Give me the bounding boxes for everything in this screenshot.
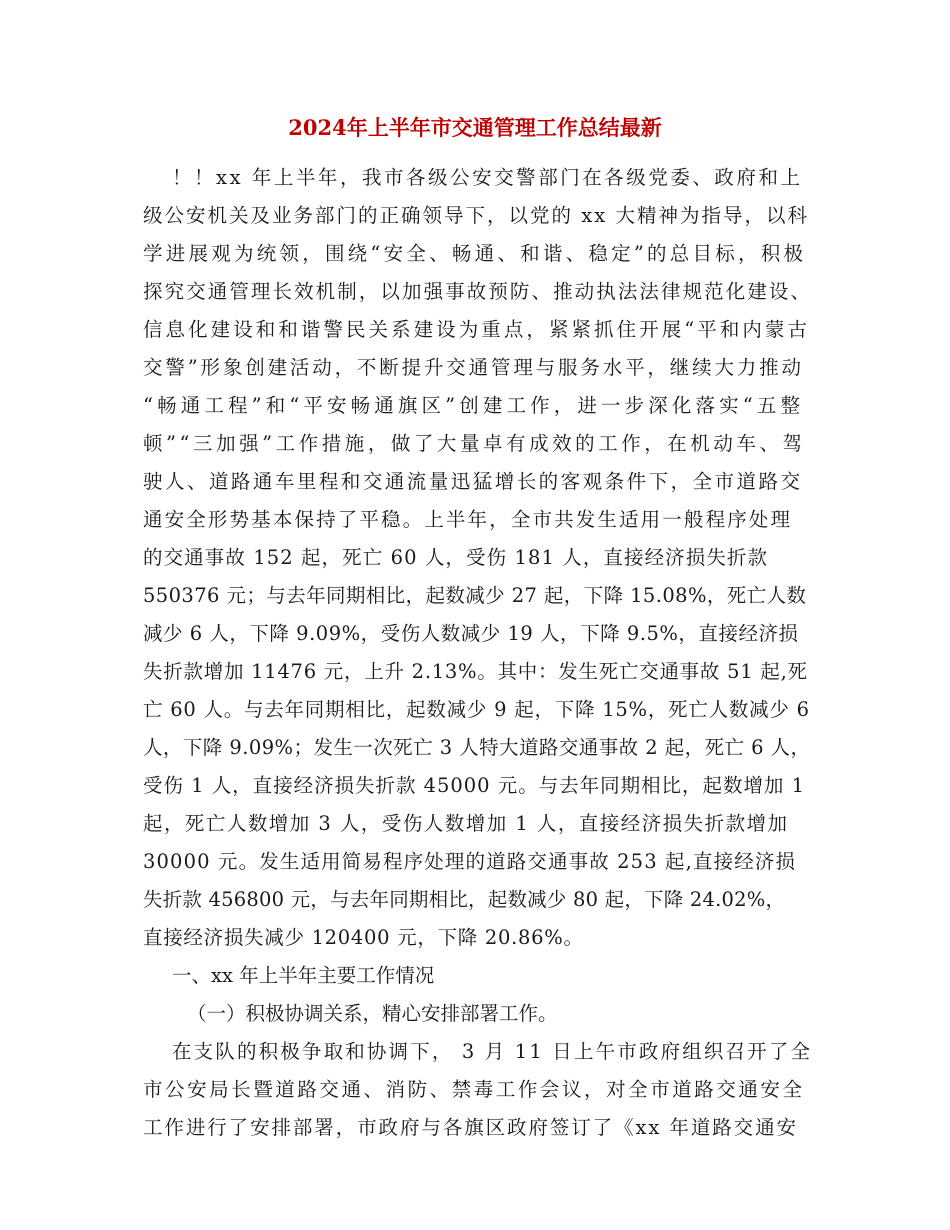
paragraph-line: [143, 280, 950, 304]
paragraph-line-text: 减少 6 人，下降 9.09%，受伤人数减少 19 人，下降 9.5%，直接经济损: [143, 622, 799, 645]
paragraph-line: [172, 964, 950, 988]
paragraph-line-text: 通安全形势基本保持了平稳。上半年，全市共发生适用一般程序处理: [143, 508, 793, 531]
paragraph-line: [172, 166, 950, 190]
paragraph-line: [143, 546, 950, 570]
document-title: 2024年上半年市交通管理工作总结最新: [288, 115, 662, 140]
paragraph-line: [143, 1116, 950, 1140]
paragraph-line-text: 亡 60 人。与去年同期相比，起数减少 9 起，下降 15%，死亡人数减少 6: [143, 698, 810, 721]
paragraph-line: [172, 1040, 950, 1064]
paragraph-line-text: 30000 元。发生适用简易程序处理的道路交通事故 253 起,直接经济损: [143, 850, 797, 873]
paragraph-line: [143, 812, 950, 836]
paragraph-line: [143, 204, 950, 228]
paragraph-line: [143, 356, 950, 380]
paragraph-line: [143, 622, 950, 646]
paragraph-line: [143, 584, 950, 608]
paragraph-line-text: 学进展观为统领，围绕“安全、畅通、和谐、稳定”的总目标，积极: [143, 242, 807, 265]
paragraph-line-text: 起，死亡人数增加 3 人，受伤人数增加 1 人，直接经济损失折款增加: [143, 812, 789, 835]
paragraph-line-text: 受伤 1 人，直接经济损失折款 45000 元。与去年同期相比，起数增加 1: [143, 774, 805, 797]
paragraph-line-text: 失折款增加 11476 元，上升 2.13%。其中：发生死亡交通事故 51 起,死: [143, 660, 808, 683]
paragraph-line-text: 的交通事故 152 起，死亡 60 人，受伤 181 人，直接经济损失折款: [143, 546, 769, 569]
paragraph-line-text: 失折款 456800 元，与去年同期相比，起数减少 80 起，下降 24.02%，: [143, 888, 786, 911]
paragraph-line-text: 550376 元；与去年同期相比，起数减少 27 起，下降 15.08%，死亡人数: [143, 584, 807, 607]
paragraph-line-text: 探究交通管理长效机制，以加强事故预防、推动执法法律规范化建设、: [143, 280, 813, 303]
paragraph-line-text: 一、xx 年上半年主要工作情况: [172, 964, 435, 987]
paragraph-line-text: 顿”“三加强”工作措施，做了大量卓有成效的工作，在机动车、驾: [143, 432, 806, 455]
paragraph-line: [143, 242, 950, 266]
paragraph-line-text: 直接经济损失减少 120400 元，下降 20.86%。: [143, 926, 584, 949]
paragraph-line: [143, 470, 950, 494]
paragraph-line: [143, 1078, 950, 1102]
paragraph-line: [187, 1002, 950, 1026]
paragraph-line: [143, 888, 950, 912]
paragraph-line: [143, 508, 950, 532]
paragraph-line-text: 级公安机关及业务部门的正确领导下，以党的 xx 大精神为指导，以科: [143, 204, 809, 227]
paragraph-line: [143, 774, 950, 798]
paragraph-line-text: （一）积极协调关系，精心安排部署工作。: [187, 1002, 558, 1025]
paragraph-line-text: 驶人、道路通车里程和交通流量迅猛增长的客观条件下，全市道路交: [143, 470, 803, 493]
paragraph-line-text: 在支队的积极争取和协调下， 3 月 11 日上午市政府组织召开了全: [172, 1040, 813, 1063]
paragraph-line: [143, 394, 950, 418]
paragraph-line: [143, 926, 950, 950]
paragraph-line: [143, 736, 950, 760]
paragraph-line: [143, 698, 950, 722]
paragraph-line-text: 工作进行了安排部署，市政府与各旗区政府签订了《xx 年道路交通安: [143, 1116, 798, 1139]
paragraph-line-text: 人，下降 9.09%；发生一次死亡 3 人特大道路交通事故 2 起，死亡 6 人，: [143, 736, 811, 759]
paragraph-line-text: 交警”形象创建活动，不断提升交通管理与服务水平，继续大力推动: [143, 356, 804, 379]
paragraph-line-text: 信息化建设和和谐警民关系建设为重点，紧紧抓住开展“平和内蒙古: [143, 318, 811, 341]
paragraph-line-text: 市公安局长暨道路交通、消防、禁毒工作会议，对全市道路交通安全: [143, 1078, 805, 1101]
paragraph-line-text: ！！xx 年上半年，我市各级公安交警部门在各级党委、政府和上: [172, 166, 803, 189]
paragraph-line: [143, 660, 950, 684]
paragraph-line: [143, 850, 950, 874]
paragraph-line: [143, 318, 950, 342]
paragraph-line-text: “畅通工程”和“平安畅通旗区”创建工作，进一步深化落实“五整: [143, 394, 805, 417]
paragraph-line: [143, 432, 950, 456]
